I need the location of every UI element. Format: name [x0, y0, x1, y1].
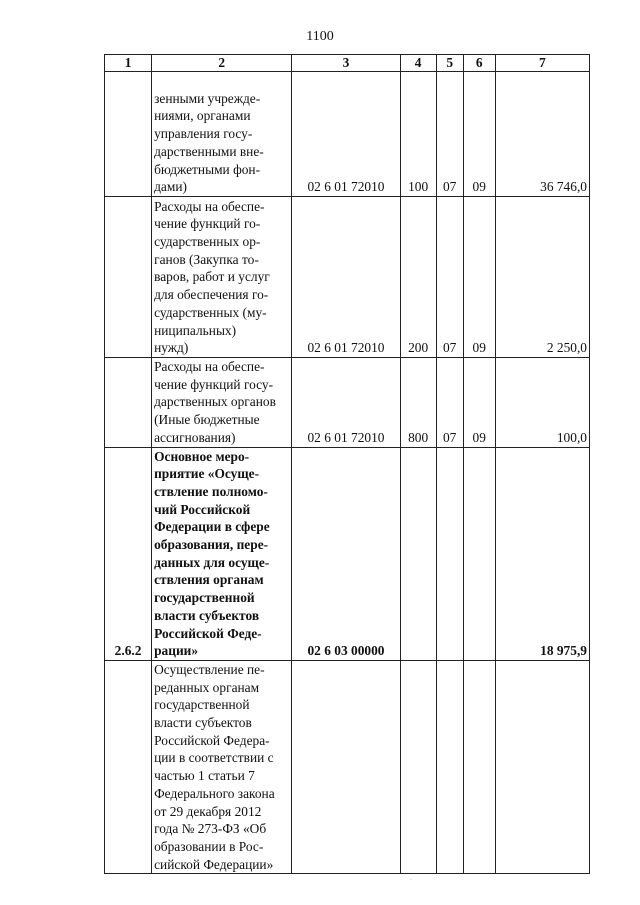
row-col6: 09	[463, 72, 495, 197]
row-amount: 36 746,0	[495, 72, 589, 197]
column-header-7: 7	[495, 55, 589, 72]
table-row	[105, 358, 590, 448]
column-header-4: 4	[400, 55, 436, 72]
row-amount: 2 250,0	[495, 197, 589, 358]
row-description: зенными учрежде- ниями, органами управления госу- дарственными вне- бюджетными фон- дами)	[152, 72, 292, 197]
scan-mark: ·	[410, 877, 412, 883]
row-description: Расходы на обеспе- чение функций го- сударственных ор- ганов (Закупка то- варов, работ и услуг для обеспечения го- сударственных (му- ниципальных) нужд)	[152, 197, 292, 358]
column-header-6: 6	[463, 55, 495, 72]
row-col4: 800	[400, 358, 436, 448]
row-col5	[436, 447, 463, 660]
row-number	[105, 660, 152, 873]
table-row	[105, 447, 590, 660]
row-col4	[400, 660, 436, 873]
row-description: Основное меро- приятие «Осуще- ствление полномо- чий Российской Федерации в сфере образования, пере- данных для осуще- ствления органам государственной власти субъектов Российской Феде- рации»	[152, 447, 292, 660]
table-row	[105, 72, 590, 197]
row-code: 02 6 01 72010	[292, 197, 400, 358]
row-col5: 07	[436, 358, 463, 448]
column-header-3: 3	[292, 55, 400, 72]
row-number: 2.6.2	[105, 447, 152, 660]
row-code: 02 6 01 72010	[292, 72, 400, 197]
row-col6	[463, 447, 495, 660]
row-col6: 09	[463, 197, 495, 358]
row-amount: 100,0	[495, 358, 589, 448]
budget-table	[104, 54, 590, 874]
row-description: Расходы на обеспе- чение функций госу- дарственных органов (Иные бюджетные ассигнования)	[152, 358, 292, 448]
row-col5: 07	[436, 72, 463, 197]
row-code: 02 6 03 00000	[292, 447, 400, 660]
row-number	[105, 197, 152, 358]
row-col4: 100	[400, 72, 436, 197]
row-col4	[400, 447, 436, 660]
row-code: 02 6 01 72010	[292, 358, 400, 448]
column-header-5: 5	[436, 55, 463, 72]
row-col5: 07	[436, 197, 463, 358]
table-row	[105, 660, 590, 873]
row-number	[105, 72, 152, 197]
row-col5	[436, 660, 463, 873]
row-amount	[495, 660, 589, 873]
row-description: Осуществление пе- реданных органам государственной власти субъектов Российской Федера- ции в соответствии с частью 1 статьи 7 Федерального закона от 29 декабря 2012 года № 273-ФЗ «Об образовании в Рос- сийской Федерации»	[152, 660, 292, 873]
row-code	[292, 660, 400, 873]
column-header-1: 1	[105, 55, 152, 72]
row-col6: 09	[463, 358, 495, 448]
row-number	[105, 358, 152, 448]
header-row	[105, 55, 590, 72]
table-row	[105, 197, 590, 358]
page-number: 1100	[306, 29, 334, 44]
row-amount: 18 975,9	[495, 447, 589, 660]
row-col6	[463, 660, 495, 873]
row-col4: 200	[400, 197, 436, 358]
column-header-2: 2	[152, 55, 292, 72]
